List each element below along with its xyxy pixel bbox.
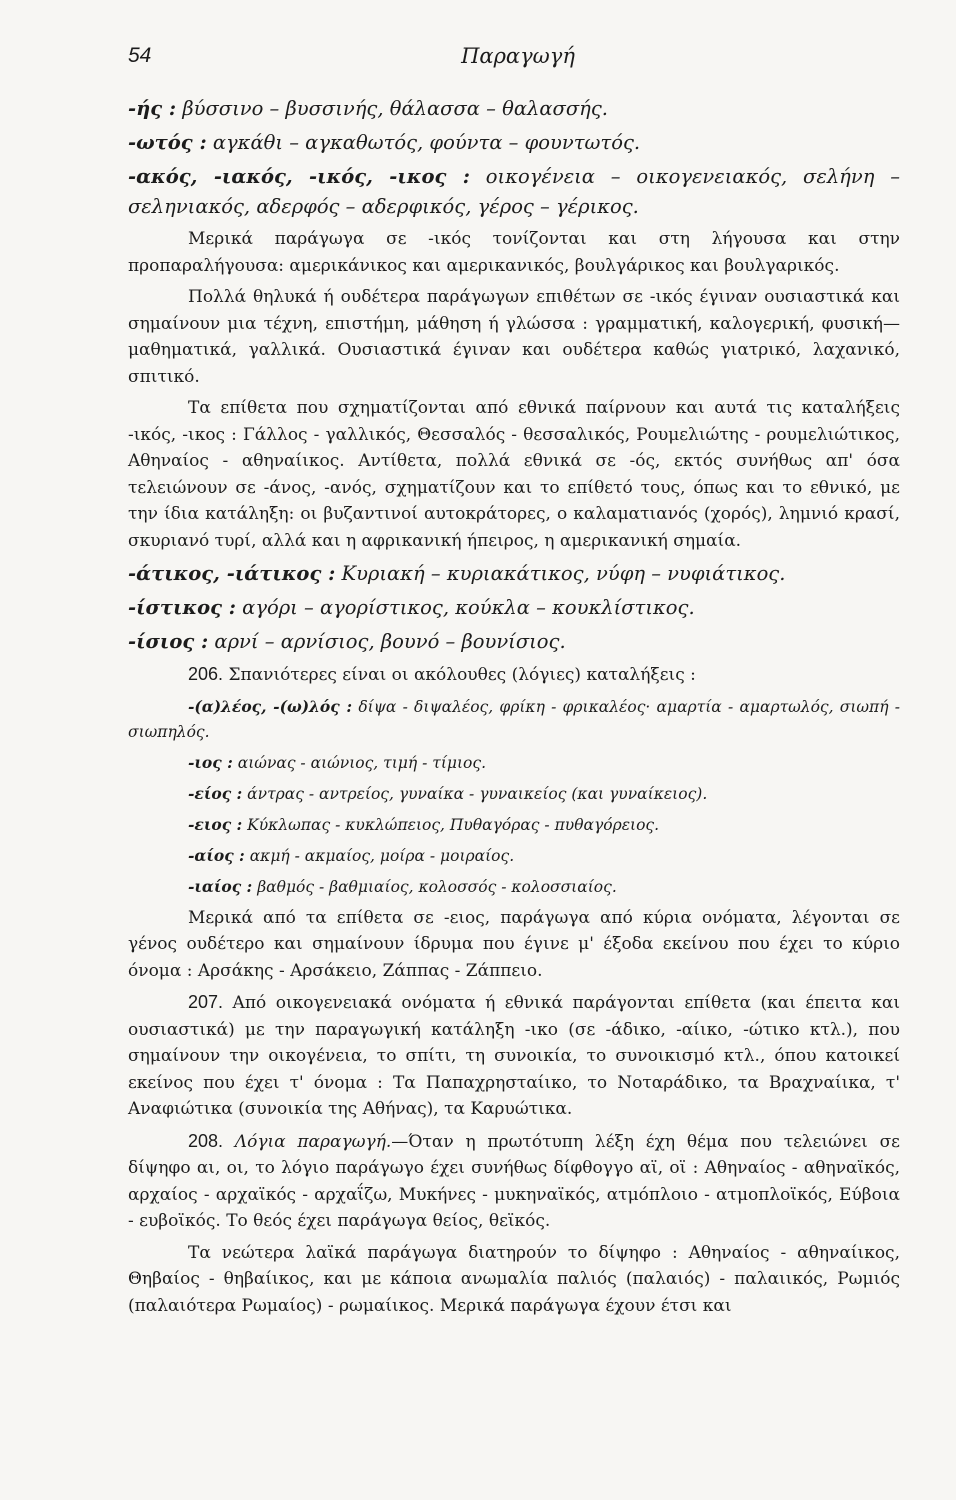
section-number: 208. bbox=[188, 1130, 224, 1151]
page-body bbox=[128, 94, 900, 1319]
paragraph: Μερικά από τα επίθετα σε -ειος, παράγωγα από κύρια ονόματα, λέγονται σε γένος ουδέτερο και σημαίνουν ίδρυμα που έγινε μ' έξοδα εκείνου που έχει το κύριο όνομα : Αρσάκης - Αρσάκειο, Ζάππας - Ζάππειο. bbox=[128, 907, 900, 981]
suffix-line: -ίστικος : αγόρι – αγορίστικος, κούκλα – κουκλίστικος. bbox=[128, 596, 695, 619]
suffix-line: -άτικος, -ιάτικος : Κυριακή – κυριακάτικος, νύφη – νυφιάτικος. bbox=[128, 562, 786, 585]
page-number: 54 bbox=[128, 44, 152, 67]
suffix-line: -ειος : Κύκλωπας - κυκλώπειος, Πυθαγόρας - πυθαγόρειος. bbox=[188, 814, 660, 834]
section-208: 208. Λόγια παραγωγή.—Όταν η πρωτότυπη λέξη έχη θέμα που τελειώνει σε δίψηφο αι, οι, το λόγιο παράγωγο έχει συνήθως δίφθογγο αϊ, οϊ : Αθηναίος - αθηναϊκός, αρχαίος - αρχαϊκός - αρχαΐζω, Μυκήνες - μυκηναϊκός, ατμόπλοιο - ατμοπλοϊκός, Εύβοια - ευβοϊκός. Το θεός έχει παράγωγα θείος, θεϊκός. bbox=[128, 1130, 900, 1231]
paragraph: Τα νεώτερα λαϊκά παράγωγα διατηρούν το δίψηφο : Αθηναίος - αθηναίικος, Θηβαίος - θηβαίικος, και με κάποια ανωμαλία παλιός (παλαιός) - παλαιικός, Ρωμιός (παλαιότερα Ρωμαίος) - ρωμαίικος. Μερικά παράγωγα έχουν έτσι και bbox=[128, 1242, 900, 1316]
paragraph: Πολλά θηλυκά ή ουδέτερα παράγωγων επιθέτων σε -ικός έγιναν ουσιαστικά και σημαίνουν μια τέχνη, επιστήμη, μάθηση ή γλώσσα : γραμματική, καλογερική, φυσική—μαθηματικά, γαλλικά. Ουσιαστικά έγιναν και ουδέτερα καθώς γιατρικό, λαχανικό, σπιτικό. bbox=[128, 287, 900, 387]
running-title: Παραγωγή bbox=[461, 44, 575, 68]
suffix-line: -(α)λέος, -(ω)λός : δίψα - διψαλέος, φρίκη - φρικαλέος· αμαρτία - αμαρτωλός, σιωπή - σιωπηλός. bbox=[128, 696, 900, 741]
suffix-line: -ιος : αιώνας - αιώνιος, τιμή - τίμιος. bbox=[188, 752, 486, 772]
section-number: 206. bbox=[188, 664, 224, 684]
suffix-line: -ακός, -ιακός, -ικός, -ικος : οικογένεια – οικογενειακός, σελήνη – σεληνιακός, αδερφός – αδερφικός, γέρος – γέρικος. bbox=[128, 165, 900, 218]
suffix-line: -ίσιος : αρνί – αρνίσιος, βουνό – βουνίσιος. bbox=[128, 630, 566, 653]
page-header bbox=[128, 44, 908, 84]
suffix-line: -είος : άντρας - αντρείος, γυναίκα - γυναικείος (και γυναίκειος). bbox=[188, 783, 708, 803]
suffix-line: -αίος : ακμή - ακμαίος, μοίρα - μοιραίος. bbox=[188, 845, 515, 865]
section-heading: Λόγια παραγωγή. bbox=[223, 1131, 392, 1152]
section-number: 207. bbox=[188, 992, 224, 1012]
section-206: 206. Σπανιότερες είναι οι ακόλουθες (λόγιες) καταλήξεις : bbox=[188, 664, 696, 685]
suffix-line: -ωτός : αγκάθι – αγκαθωτός, φούντα – φουντωτός. bbox=[128, 131, 641, 154]
paragraph: Μερικά παράγωγα σε -ικός τονίζονται και στη λήγουσα και στην προπαραλήγουσα: αμερικάνικος και αμερικανικός, βουλγάρικος και βουλγαρικός. bbox=[128, 229, 900, 276]
suffix-line: -ιαίος : βαθμός - βαθμιαίος, κολοσσός - κολοσσιαίος. bbox=[188, 876, 617, 896]
suffix-line: -ής : βύσσινο – βυσσινής, θάλασσα – θαλασσής. bbox=[128, 97, 608, 120]
paragraph: Τα επίθετα που σχηματίζονται από εθνικά παίρνουν και αυτά τις καταλήξεις -ικός, -ικος : Γάλλος - γαλλικός, Θεσσαλός - θεσσαλικός, Ρουμελιώτης - ρουμελιώτικος, Αθηναίος - αθηναίικος. Αντίθετα, πολλά εθνικά σε -ός, εκτός συνήθως απ' όσα τελειώνουν σε -άνος, -ανός, σχηματίζουν και το επίθετό τους, όπως και το εθνικό, με την ίδια κατάληξη: οι βυζαντινοί αυτοκράτορες, ο καλαματιανός (χορός), λημνιό κρασί, σκυριανό τυρί, αλλά και η αφρικανική ήπειρος, η αμερικανική σημαία. bbox=[128, 398, 900, 551]
section-207: 207. Από οικογενειακά ονόματα ή εθνικά παράγονται επίθετα (και έπειτα και ουσιαστικά) με την παραγωγική κατάληξη -ικο (σε -άδικο, -αίικο, -ώτικο κτλ.), που σημαίνουν την οικογένεια, το σπίτι, τη συνοικία, το συνοικισμό κτλ., όπου κατοικεί εκείνος που έχει τ' όνομα : Τα Παπαχρησταίικο, το Νοταράδικο, τα Βραχναίικα, τ' Αναφιώτικα (συνοικία της Αθήνας), τα Καρυώτικα. bbox=[128, 992, 900, 1119]
